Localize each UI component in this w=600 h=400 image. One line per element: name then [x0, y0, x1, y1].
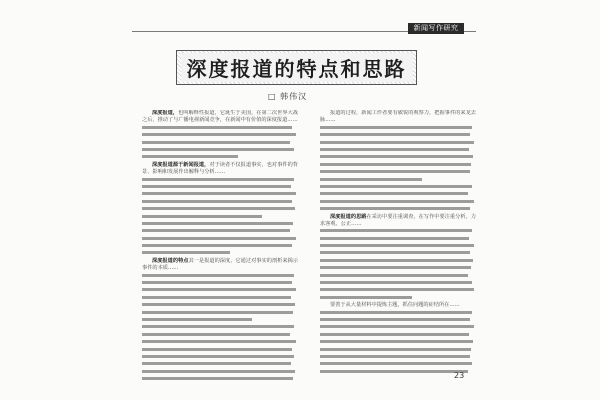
paragraph — [320, 214, 476, 229]
body-text-lines — [320, 125, 476, 214]
paragraph-text: 对于读者不仅报道事实，也对事件的背景、影响和发展作出解释与分析…… — [142, 161, 298, 176]
body-text-lines — [142, 177, 298, 258]
body-text-lines — [320, 228, 476, 302]
paragraph — [142, 110, 298, 125]
article-column-right — [320, 110, 476, 376]
article-title: 深度报道的特点和思路 — [181, 53, 413, 82]
section-label: 新闻写作研究 — [408, 23, 464, 34]
paragraph-lead: 深度报道源于新闻报道， — [152, 161, 210, 168]
paragraph-lead: 深度报道， — [152, 110, 179, 116]
article-author: □ 韩伟汉 — [268, 92, 308, 101]
paragraph-text: 报道的过程，新闻工作者要有敏锐的观察力，把握事件的来龙去脉…… — [320, 110, 476, 124]
paragraph-text: 在采访中要注重调查，在写作中要注重分析，力求客观、公正…… — [320, 213, 476, 227]
paragraph — [142, 258, 298, 273]
body-text-lines — [320, 310, 476, 376]
paragraph-lead: 深度报道的思路 — [330, 213, 367, 220]
paragraph — [142, 162, 298, 177]
page-number: 23 — [454, 371, 465, 380]
paragraph-text: 其一是报道的深度，它通过对事实的剖析来揭示事件的本质…… — [142, 257, 298, 272]
article-column-left — [142, 110, 298, 382]
body-text-lines — [142, 273, 298, 382]
body-text-lines — [142, 125, 298, 162]
paragraph-lead: 深度报道的特点 — [152, 257, 189, 264]
title-banner — [176, 50, 417, 85]
paragraph-text: 也叫解释性报道，它诞生于美国，在第二次世界大战之后，推动了与广播电视新闻竞争，在新闻中有价值的深度报道…… — [142, 110, 298, 124]
paragraph — [320, 302, 476, 309]
paragraph — [320, 110, 476, 125]
paragraph-text: 要善于从大量材料中提炼主题，抓住问题的症结所在…… — [330, 302, 460, 309]
